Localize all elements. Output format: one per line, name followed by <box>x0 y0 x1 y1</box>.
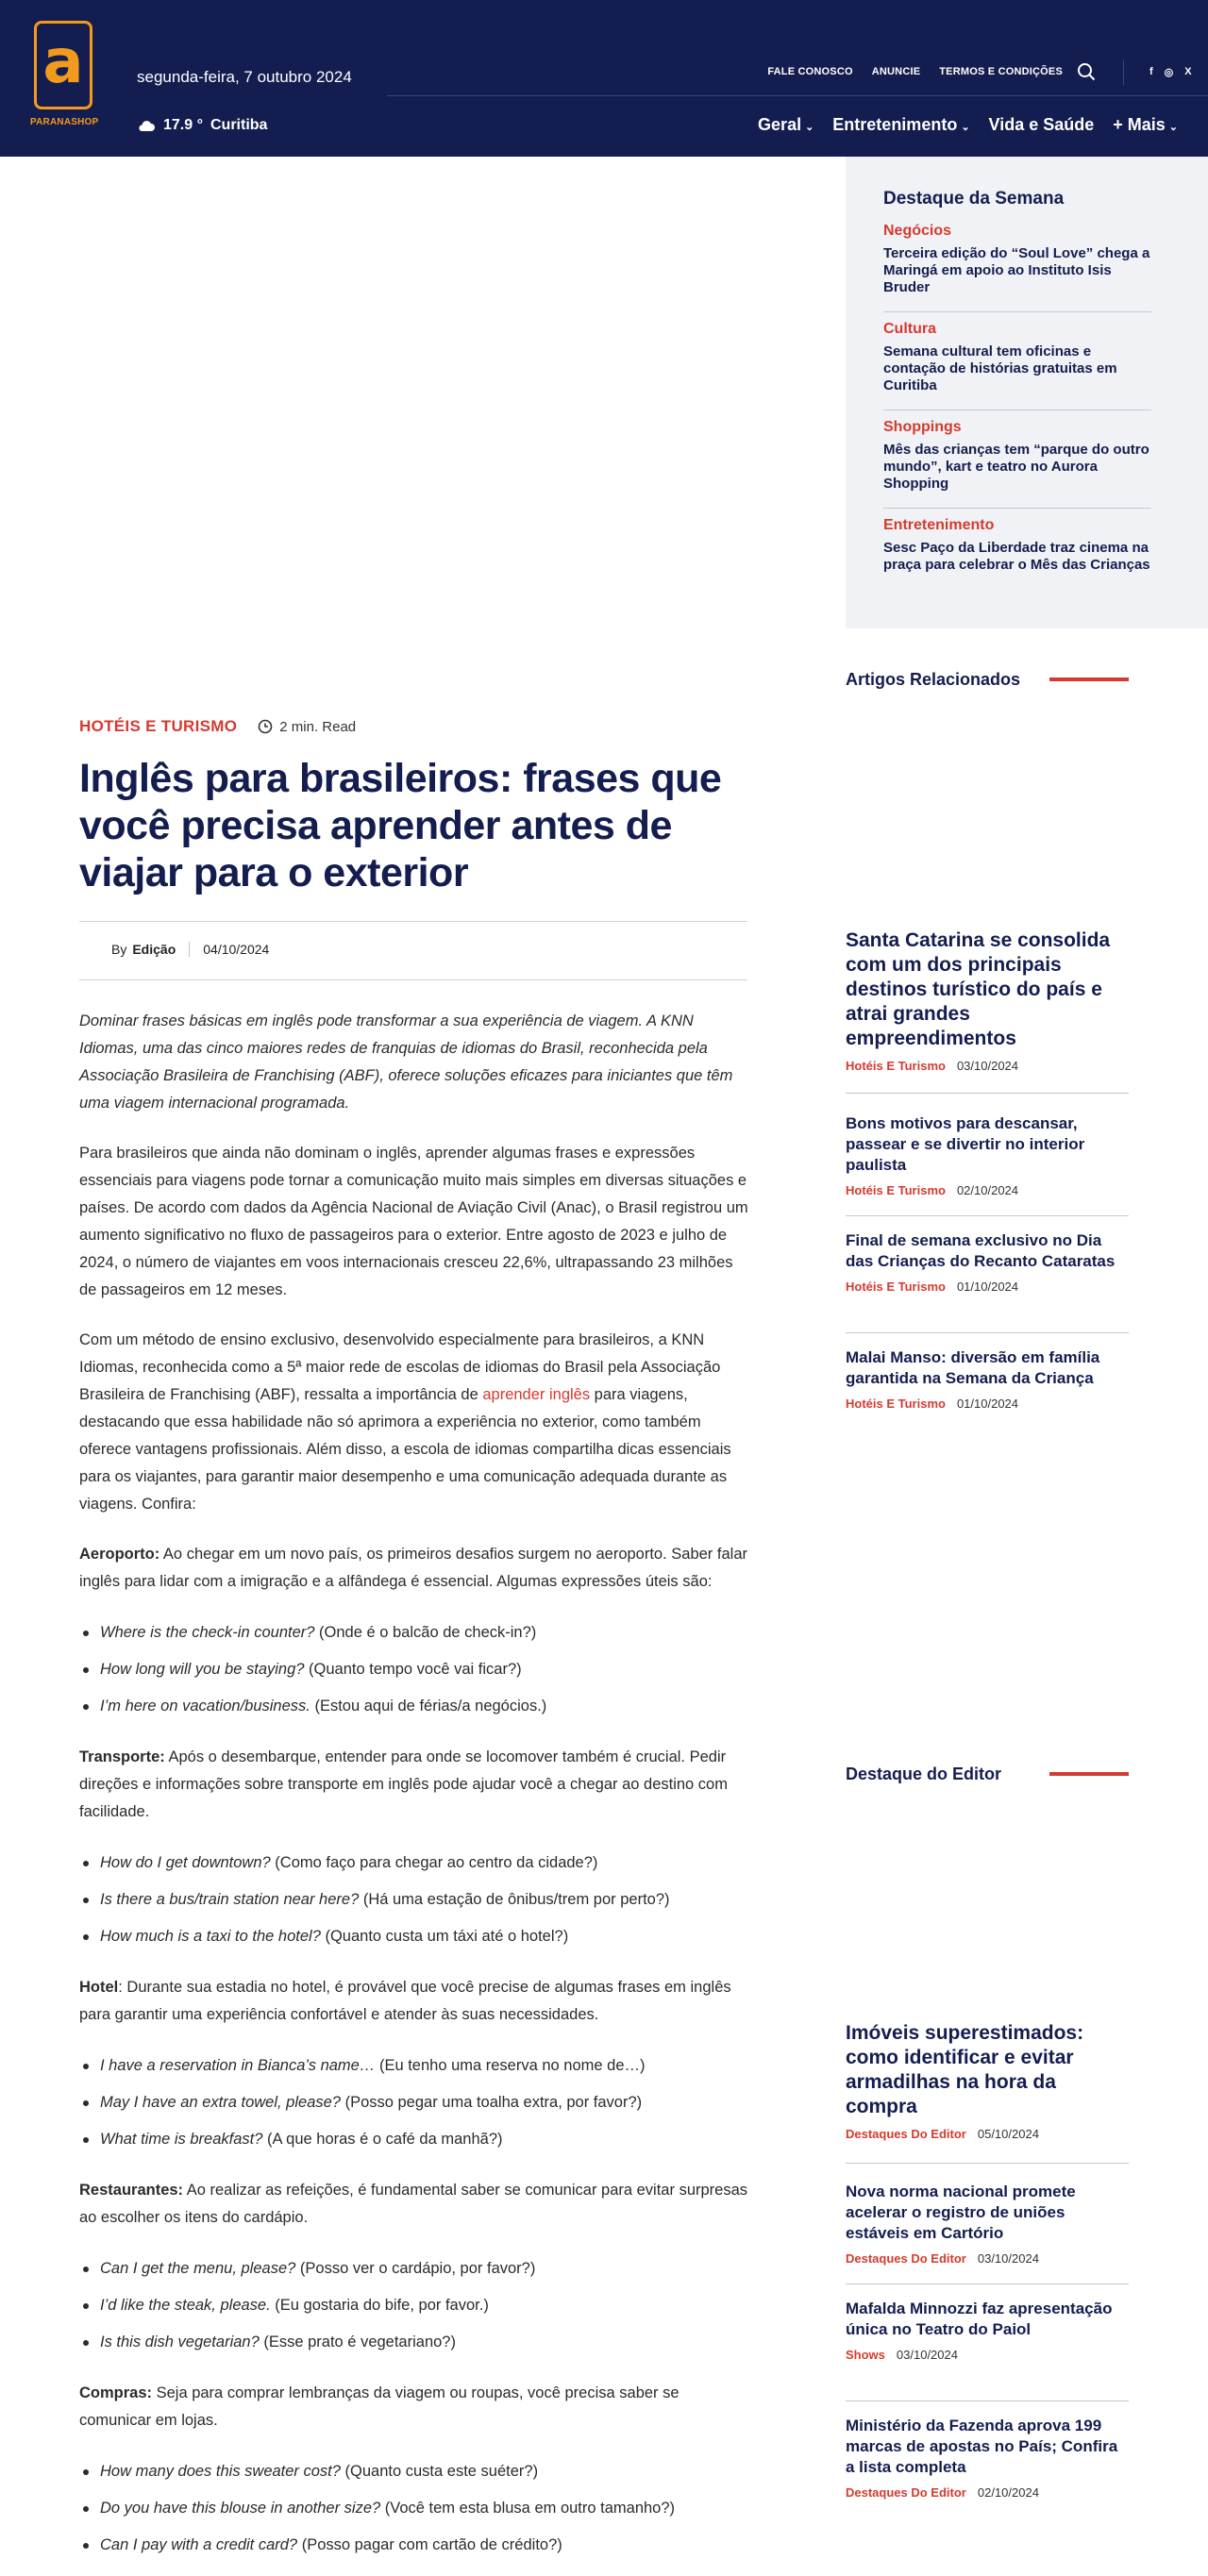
editor-category[interactable]: Shows <box>846 2348 885 2362</box>
destaque-item[interactable] <box>883 223 1151 296</box>
editor-date: 03/10/2024 <box>977 2251 1039 2266</box>
editor-date: 02/10/2024 <box>977 2485 1039 2500</box>
chevron-down-icon: ⌄ <box>1168 122 1178 133</box>
phrase-list <box>98 2048 749 2158</box>
list-item: Do you have this blouse in another size? (Você tem esta blusa em outro tamanho?) <box>98 2490 749 2527</box>
editor-date: 03/10/2024 <box>896 2348 958 2362</box>
related-article[interactable] <box>846 1113 1129 1197</box>
site-header <box>0 0 1208 157</box>
section-label: Compras: <box>79 2384 153 2401</box>
nav-vida-saude[interactable]: Vida e Saúde <box>988 115 1095 134</box>
logo-text: PARANASHOP <box>30 117 99 127</box>
list-item: I’d like the steak, please. (Eu gostaria do bife, por favor.) <box>98 2287 749 2324</box>
nav-mais[interactable]: + Mais ⌄ <box>1113 115 1178 134</box>
related-category[interactable]: Hotéis E Turismo <box>846 1397 946 1411</box>
related-meta <box>846 1397 1129 1411</box>
header-divider <box>1123 60 1124 85</box>
clock-icon <box>258 719 273 734</box>
divider <box>846 2163 1129 2164</box>
destaque-semana-box <box>846 157 1208 628</box>
editor-headline[interactable]: Imóveis superestimados: como identificar e evitar armadilhas na hora da compra <box>846 2022 1084 2117</box>
divider <box>846 2283 1129 2284</box>
list-item: May I have an extra towel, please? (Posso pegar uma toalha extra, por favor?) <box>98 2084 749 2121</box>
editor-headline[interactable]: Mafalda Minnozzi faz apresentação única no Teatro do Paiol <box>846 2300 1113 2338</box>
main-nav <box>758 115 1178 135</box>
section-accent-bar <box>1049 677 1129 681</box>
list-item: Is this dish vegetarian? (Esse prato é vegetariano?) <box>98 2324 749 2361</box>
destaque-semana-title: Destaque da Semana <box>883 189 1065 209</box>
section-accent-bar <box>1049 1772 1129 1776</box>
related-meta <box>846 1183 1129 1197</box>
nav-entretenimento[interactable]: Entretenimento ⌄ <box>832 115 970 134</box>
weather-city: Curitiba <box>210 117 268 133</box>
list-item: I’m here on vacation/business. (Estou aqui de férias/a negócios.) <box>98 1688 749 1725</box>
destaque-item[interactable] <box>883 517 1151 574</box>
destaque-headline[interactable]: Sesc Paço da Liberdade traz cinema na praça para celebrar o Mês das Crianças <box>883 540 1150 573</box>
related-date: 01/10/2024 <box>956 1397 1019 1411</box>
list-item: Can I pay with a credit card? (Posso pagar com cartão de crédito?) <box>98 2527 749 2564</box>
editor-article[interactable] <box>846 2021 1129 2141</box>
list-item: How much is a taxi to the hotel? (Quanto custa um táxi até o hotel?) <box>98 1918 749 1955</box>
logo-frame <box>34 21 92 109</box>
list-item: How long will you be staying? (Quanto tempo você vai ficar?) <box>98 1651 749 1688</box>
section-paragraph: Restaurantes: Ao realizar as refeições, é fundamental saber se comunicar para evitar surpresas ao escolher os itens do cardápio. <box>79 2182 748 2226</box>
editor-category[interactable]: Destaques Do Editor <box>846 2251 966 2266</box>
editor-article[interactable] <box>846 2299 1129 2362</box>
article-paragraph: Para brasileiros que ainda não dominam o inglês, aprender algumas frases e expressões essenciais para viagens pode tornar a comunicação muito mais simples em diversas situações e países. De acordo com dados da Agência Nacional de Aviação Civil (Anac), o Brasil registrou um aumento significativo no fluxo de passageiros para o exterior. Entre agosto de 2023 e julho de 2024, o número de viajantes em voos internacionais cresceu 22,6%, ultrapassando 23 milhões de passageiros em 12 meses. <box>79 1145 748 1298</box>
section-label: Aeroporto: <box>79 1546 160 1563</box>
related-date: 02/10/2024 <box>956 1183 1019 1197</box>
divider <box>846 1215 1129 1216</box>
article-body <box>79 1008 749 2576</box>
article-title: Inglês para brasileiros: frases que você precisa aprender antes de viajar para o exterior <box>79 756 722 895</box>
divider <box>846 1093 1129 1094</box>
destaque-headline[interactable]: Semana cultural tem oficinas e contação de histórias gratuitas em Curitiba <box>883 343 1117 393</box>
divider <box>883 311 1151 312</box>
section-paragraph: Aeroporto: Ao chegar em um novo país, os primeiros desafios surgem no aeroporto. Saber falar inglês para lidar com a imigração e a alfândega é essencial. Algumas expressões úteis são: <box>79 1546 747 1590</box>
x-icon[interactable]: X <box>1184 66 1192 77</box>
editor-date: 05/10/2024 <box>977 2127 1039 2141</box>
divider <box>79 979 747 980</box>
editor-meta <box>846 2127 1129 2141</box>
related-article[interactable] <box>846 928 1129 1073</box>
list-item: Is there a bus/train station near here? (Há uma estação de ônibus/trem por perto?) <box>98 1882 749 1918</box>
editor-headline[interactable]: Ministério da Fazenda aprova 199 marcas de apostas no País; Confira a lista completa <box>846 2417 1118 2476</box>
phrase-list <box>98 2250 749 2361</box>
link-termos[interactable]: TERMOS E CONDIÇÕES <box>939 66 1063 77</box>
list-item: I have a reservation in Bianca’s name… (Eu tenho uma reserva no nome de…) <box>98 2048 749 2084</box>
list-item: How do I get downtown? (Como faço para chegar ao centro da cidade?) <box>98 1845 749 1882</box>
search-icon[interactable] <box>1077 62 1096 81</box>
section-paragraph: Hotel: Durante sua estadia no hotel, é provável que você precise de algumas frases em inglês para garantir uma experiência confortável e atender às suas necessidades. <box>79 1979 731 2023</box>
logo-letter: a <box>42 27 84 97</box>
related-category[interactable]: Hotéis E Turismo <box>846 1059 946 1073</box>
divider <box>846 1332 1129 1333</box>
current-date: segunda-feira, 7 outubro 2024 <box>137 68 352 86</box>
related-headline[interactable]: Final de semana exclusivo no Dia das Crianças do Recanto Cataratas <box>846 1231 1116 1270</box>
destaque-item[interactable] <box>883 419 1151 493</box>
weather-widget <box>137 117 267 134</box>
related-headline[interactable]: Bons motivos para descansar, passear e se divertir no interior paulista <box>846 1114 1085 1174</box>
related-headline[interactable]: Santa Catarina se consolida com um dos principais destinos turístico do país e atrai grandes empreendimentos <box>846 929 1111 1049</box>
article-lead: Dominar frases básicas em inglês pode transformar a sua experiência de viagem. A KNN Idiomas, uma das cinco maiores redes de franquias de idiomas do Brasil, reconhecida pela Associação Brasileira de Franchising (ABF), oferece soluções eficazes para iniciantes que têm uma viagem internacional programada. <box>79 1012 733 1112</box>
related-meta <box>846 1280 1129 1294</box>
article-paragraph: Com um método de ensino exclusivo, desenvolvido especialmente para brasileiros, a KNN Idiomas, reconhecida como a 5ª maior rede de escolas de idiomas do Brasil pela Associação Brasileira de Franchising (ABF), ressalta a importância de aprender inglês para viagens, destacando que essa habilidade não só aprimora a experiência no exterior, como também oferece vantagens profissionais. Além disso, a escola de idiomas compartilha dicas essenciais para os viajantes, para garantir maior desempenho e uma comunicação adequada durante as viagens. Confira: <box>79 1331 731 1513</box>
destaque-category[interactable]: Entretenimento <box>883 517 995 533</box>
list-item: How many does this sweater cost? (Quanto custa este suéter?) <box>98 2453 749 2490</box>
phrase-list <box>98 1845 749 1955</box>
link-fale-conosco[interactable]: FALE CONOSCO <box>767 66 853 77</box>
section-label: Hotel <box>79 1979 119 1996</box>
destaque-category[interactable]: Shoppings <box>883 419 962 435</box>
article-meta <box>111 942 269 957</box>
destaque-headline[interactable]: Terceira edição do “Soul Love” chega a Maringá em apoio ao Instituto Isis Bruder <box>883 245 1150 295</box>
article-date: 04/10/2024 <box>203 942 270 957</box>
editor-picks-title: Destaque do Editor <box>846 1765 1002 1783</box>
editor-headline[interactable]: Nova norma nacional promete acelerar o registro de uniões estáveis em Cartório <box>846 2183 1076 2242</box>
destaque-category[interactable]: Cultura <box>883 321 936 337</box>
editor-article[interactable] <box>846 2182 1129 2266</box>
weather-temp: 17.9 <box>163 117 193 133</box>
article-category-line <box>79 717 356 736</box>
link-anuncie[interactable]: ANUNCIE <box>871 66 921 77</box>
related-article[interactable] <box>846 1347 1129 1411</box>
chevron-down-icon: ⌄ <box>805 122 814 133</box>
related-article[interactable] <box>846 1230 1129 1294</box>
divider <box>79 921 747 922</box>
divider <box>883 508 1151 509</box>
phrase-list <box>98 1614 749 1725</box>
destaque-item[interactable] <box>883 321 1151 394</box>
related-date: 01/10/2024 <box>956 1280 1019 1294</box>
divider <box>846 2400 1129 2401</box>
section-paragraph: Compras: Seja para comprar lembranças da viagem ou roupas, você precisa saber se comunicar em lojas. <box>79 2384 680 2429</box>
destaque-category[interactable]: Negócios <box>883 223 952 239</box>
facebook-icon[interactable]: f <box>1149 66 1153 77</box>
list-item: Where is the check-in counter? (Onde é o balcão de check-in?) <box>98 1614 749 1651</box>
section-label: Restaurantes: <box>79 2182 184 2199</box>
phrase-list <box>98 2453 749 2564</box>
list-item: What time is breakfast? (A que horas é o café da manhã?) <box>98 2121 749 2158</box>
editor-meta <box>846 2348 1129 2362</box>
related-articles-title: Artigos Relacionados <box>846 670 1021 689</box>
weather-unit: ° <box>196 117 203 133</box>
aprender-ingles-link[interactable]: aprender inglês <box>482 1386 591 1403</box>
editor-meta <box>846 2485 1129 2500</box>
top-links <box>767 66 1063 77</box>
cloud-icon <box>137 118 156 133</box>
section-label: Transporte: <box>79 1748 165 1765</box>
by-label: By <box>111 942 127 957</box>
related-meta <box>846 1059 1129 1073</box>
related-date: 03/10/2024 <box>956 1059 1019 1073</box>
site-logo[interactable] <box>30 21 99 127</box>
section-paragraph: Transporte: Após o desembarque, entender para onde se locomover também é crucial. Pedir direções e informações sobre transporte em inglês pode ajudar você a chegar ao destino com facilidade. <box>79 1748 728 1820</box>
editor-category[interactable]: Destaques Do Editor <box>846 2127 966 2141</box>
related-headline[interactable]: Malai Manso: diversão em família garantida na Semana da Criança <box>846 1348 1100 1387</box>
related-category[interactable]: Hotéis E Turismo <box>846 1183 946 1197</box>
article-author[interactable]: Edição <box>132 942 176 957</box>
divider <box>189 942 190 957</box>
editor-category[interactable]: Destaques Do Editor <box>846 2485 966 2500</box>
chevron-down-icon: ⌄ <box>961 122 970 133</box>
related-category[interactable]: Hotéis E Turismo <box>846 1280 946 1294</box>
article-category[interactable]: HOTÉIS E TURISMO <box>79 717 238 735</box>
read-time-text: 2 min. Read <box>279 718 357 735</box>
social-links <box>1149 66 1192 78</box>
nav-geral[interactable]: Geral ⌄ <box>758 115 814 134</box>
editor-article[interactable] <box>846 2416 1129 2500</box>
header-line <box>387 95 1208 96</box>
instagram-icon[interactable]: ◎ <box>1164 67 1174 78</box>
read-time <box>258 719 356 735</box>
editor-meta <box>846 2251 1129 2266</box>
destaque-headline[interactable]: Mês das crianças tem “parque do outro mundo”, kart e teatro no Aurora Shopping <box>883 442 1149 492</box>
list-item: Can I get the menu, please? (Posso ver o cardápio, por favor?) <box>98 2250 749 2287</box>
